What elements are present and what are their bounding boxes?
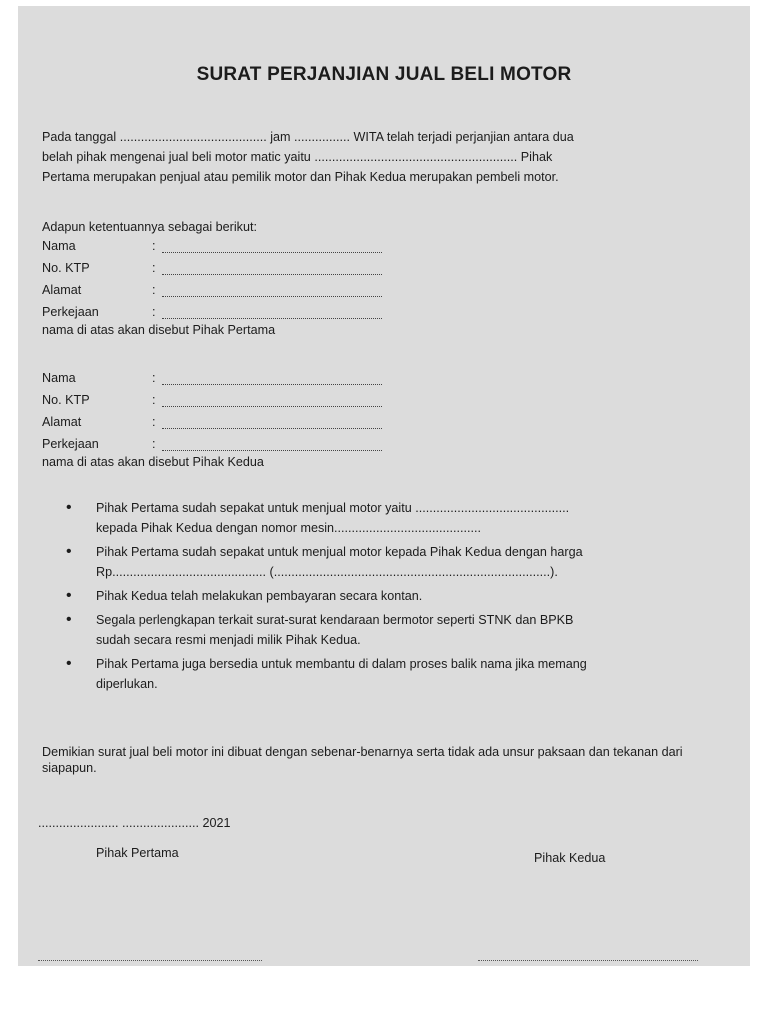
signature-label-second-party: Pihak Kedua (534, 851, 606, 865)
bullet-icon: • (66, 655, 72, 672)
intro-line1-text: WITA telah terjadi perjanjian antara dua (353, 130, 574, 144)
clause-line: kepada Pihak Kedua dengan nomor mesin.......................................... (96, 521, 482, 535)
clause-list (58, 498, 750, 698)
party-one-job-blank (162, 306, 382, 319)
clause-line: sudah secara resmi menjadi milik Pihak Kedua. (96, 633, 361, 647)
clause-line: Segala perlengkapan terkait surat-surat kendaraan bermotor seperti STNK dan BPKB (96, 613, 574, 627)
party-one-name-row (42, 235, 382, 257)
party-one-ktp-row (42, 257, 382, 279)
field-label: Perkejaan (42, 305, 99, 319)
motor-blank-2: ................ (461, 150, 518, 164)
party-two-address-blank (162, 416, 382, 429)
clause-line: Pihak Pertama sudah sepakat untuk menjual motor yaitu ............................................ (96, 501, 570, 515)
list-item (58, 586, 750, 606)
party-two-job-blank (162, 438, 382, 451)
party-two-job-row (42, 433, 382, 455)
party-two-ktp-blank (162, 394, 382, 407)
field-label: Perkejaan (42, 437, 99, 451)
document-title: SURAT PERJANJIAN JUAL BELI MOTOR (196, 64, 572, 85)
signature-label-first-party: Pihak Pertama (96, 846, 179, 860)
clause-line: Pihak Kedua telah melakukan pembayaran secara kontan. (96, 589, 423, 603)
signature-line-first-party (38, 960, 262, 961)
ketentuan-heading: Adapun ketentuannya sebagai berikut: (42, 220, 257, 234)
signing-date: ....................... ...................... 2021 (38, 816, 231, 830)
party-two-name-row (42, 367, 382, 389)
field-label: Nama (42, 371, 76, 385)
field-separator: : (152, 437, 156, 451)
list-item (58, 610, 750, 650)
intro-line-2 (42, 147, 742, 167)
field-separator: : (152, 239, 156, 253)
intro-line2-end: Pihak (520, 150, 553, 164)
party-one-address-blank (162, 284, 382, 297)
date-blank: .......................................... (119, 130, 267, 144)
field-separator: : (152, 305, 156, 319)
field-separator: : (152, 371, 156, 385)
intro-line-1 (42, 127, 742, 147)
intro-line-3: Pertama merupakan penjual atau pemilik motor dan Pihak Kedua merupakan pembeli motor. (42, 170, 559, 184)
field-label: Alamat (42, 283, 82, 297)
intro-line2-text: belah pihak mengenai jual beli motor matic yaitu (42, 150, 311, 164)
party-two-name-blank (162, 372, 382, 385)
party-one-ktp-blank (162, 262, 382, 275)
clause-line: diperlukan. (96, 677, 158, 691)
closing-paragraph: Demikian surat jual beli motor ini dibuat dengan sebenar-benarnya serta tidak ada unsur paksaan dan tekanan dari siapapun. (42, 745, 683, 775)
intro-paragraph (42, 127, 742, 187)
field-label: Alamat (42, 415, 82, 429)
field-separator: : (152, 283, 156, 297)
field-separator: : (152, 415, 156, 429)
list-item (58, 498, 750, 538)
field-label: No. KTP (42, 393, 90, 407)
party-one-name-blank (162, 240, 382, 253)
bullet-icon: • (66, 611, 72, 628)
bullet-icon: • (66, 587, 72, 604)
party-one-fields (42, 235, 382, 337)
party-two-caption: nama di atas akan disebut Pihak Kedua (42, 455, 264, 469)
time-blank: ................ (294, 130, 350, 144)
field-label: Nama (42, 239, 76, 253)
party-one-job-row (42, 301, 382, 323)
bullet-icon: • (66, 499, 72, 516)
clause-line: Pihak Pertama juga bersedia untuk membantu di dalam proses balik nama jika memang (96, 657, 587, 671)
field-label: No. KTP (42, 261, 90, 275)
list-item (58, 542, 750, 582)
bullet-icon: • (66, 543, 72, 560)
party-two-fields (42, 367, 382, 469)
clause-line: Rp............................................ (...............................................................................). (96, 565, 558, 579)
document-page (18, 6, 750, 966)
motor-blank: .......................................... (314, 150, 462, 164)
intro-date-label: Pada tanggal (42, 130, 117, 144)
field-separator: : (152, 393, 156, 407)
list-item (58, 654, 750, 694)
party-two-address-row (42, 411, 382, 433)
party-one-caption: nama di atas akan disebut Pihak Pertama (42, 323, 276, 337)
clause-line: Pihak Pertama sudah sepakat untuk menjual motor kepada Pihak Kedua dengan harga (96, 545, 583, 559)
party-two-ktp-row (42, 389, 382, 411)
field-separator: : (152, 261, 156, 275)
party-one-address-row (42, 279, 382, 301)
intro-time-label: jam (270, 130, 291, 144)
signature-line-second-party (478, 960, 698, 961)
